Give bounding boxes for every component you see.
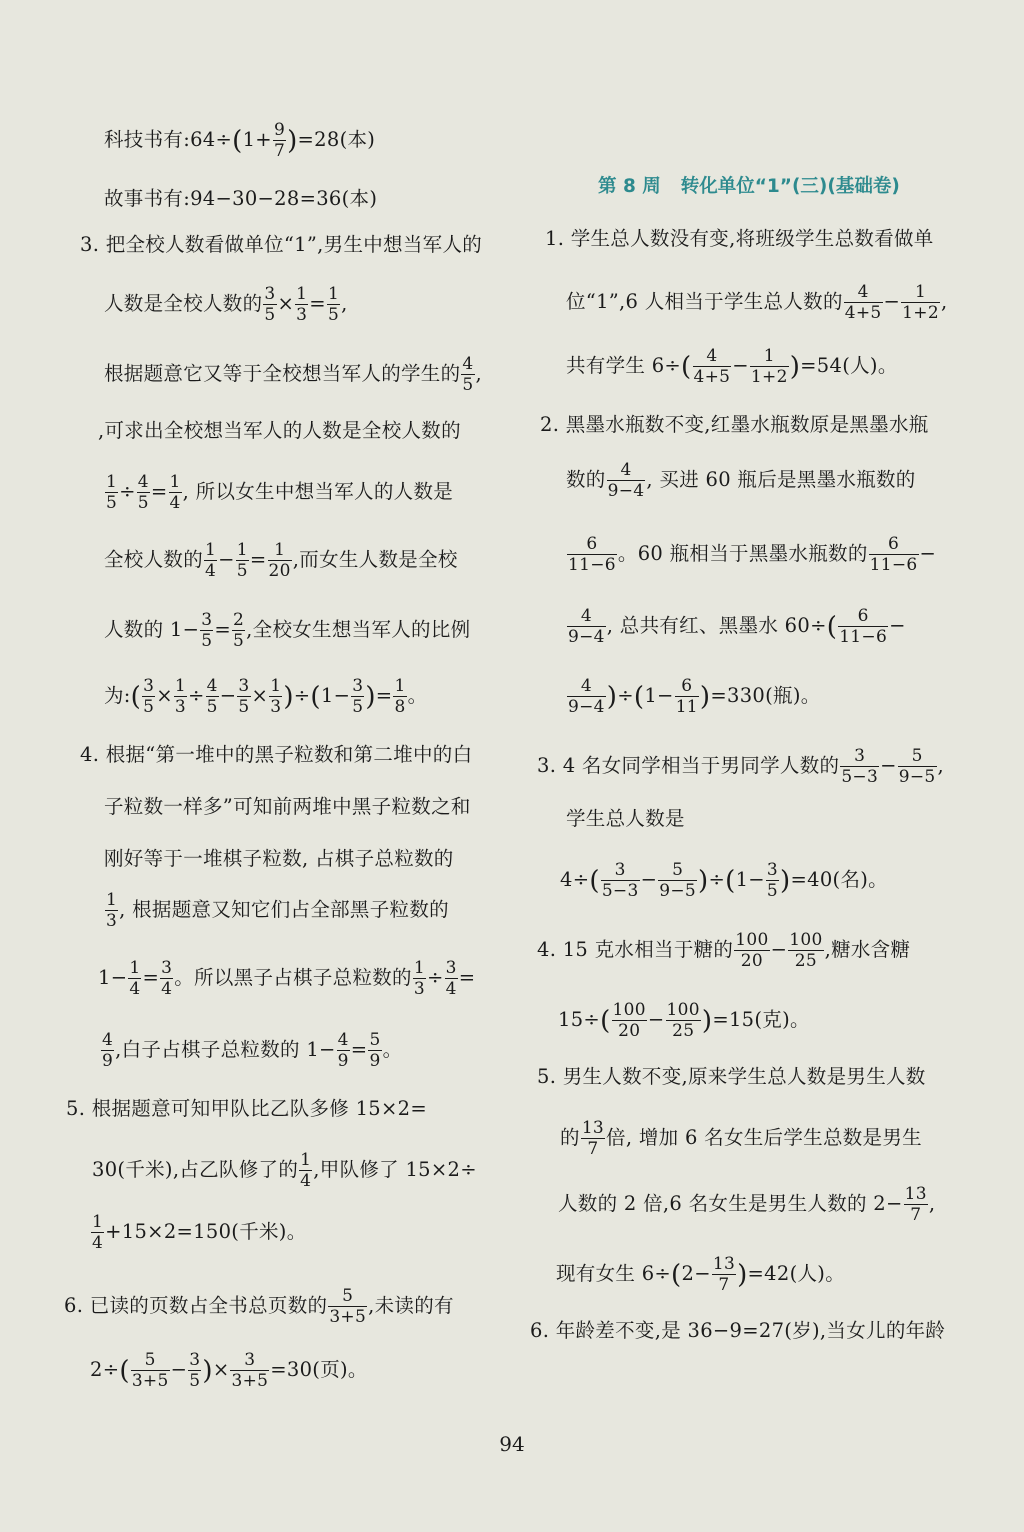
fraction: $\frac{1}{20}$ bbox=[268, 540, 291, 581]
fraction: $\frac{5}{3+5}$ bbox=[131, 1350, 169, 1391]
fraction: $\frac{100}{20}$ bbox=[735, 930, 769, 971]
r-answer-1-line-1: 1. 学生总人数没有变,将班级学生总数看做单 bbox=[545, 227, 934, 250]
fraction: $\frac{1}{4}$ bbox=[205, 540, 217, 581]
r-answer-2-line-4: $\frac{4}{9-4}$ , 总共有红、黑墨水 60÷( $\frac{6}{11-6}$ − bbox=[568, 606, 906, 647]
fraction: $\frac{1}{3}$ bbox=[106, 890, 118, 931]
answer-3-line-4: ,可求出全校想当军人的人数是全校人数的 bbox=[98, 419, 461, 442]
fraction: $\frac{3}{5}$ bbox=[143, 676, 155, 717]
fraction: $\frac{1}{3}$ bbox=[413, 958, 425, 999]
answer-4-line-2: 子粒数一样多”可知前两堆中黑子粒数之和 bbox=[104, 795, 471, 818]
answer-3-line-1: 3. 把全校人数看做单位“1”,男生中想当军人的 bbox=[80, 233, 483, 256]
r-answer-2-line-3: $\frac{6}{11-6}$ 。60 瓶相当于黑墨水瓶数的 $\frac{6}{11-6}$ − bbox=[568, 534, 937, 575]
r-answer-2-line-5: $\frac{4}{9-4}$ )÷(1− $\frac{6}{11}$ )=330(瓶)。 bbox=[568, 676, 821, 717]
fraction: $\frac{3}{5}$ bbox=[352, 676, 364, 717]
fraction: $\frac{5}{3+5}$ bbox=[329, 1286, 367, 1327]
answer-3-line-7: 人数的 1− $\frac{3}{5}$ = $\frac{2}{5}$ ,全校女生想当军人的比例 bbox=[104, 610, 471, 651]
answer-4-line-3: 刚好等于一堆棋子粒数, 占棋子总粒数的 bbox=[104, 847, 454, 870]
fraction: $\frac{4}{9-4}$ bbox=[607, 460, 645, 501]
answer-3-line-2: 人数是全校人数的 $\frac{3}{5}$ × $\frac{1}{3}$ = $\frac{1}{5}$ , bbox=[104, 284, 348, 325]
answer-3-line-8: 为:( $\frac{3}{5}$ × $\frac{1}{3}$ ÷ $\frac{4}{5}$ − $\frac{3}{5}$ × $\frac{1}{3}$ )÷(1− $\frac{3}{5}$ )= $\frac{1}{8}$ 。 bbox=[104, 676, 428, 717]
fraction: $\frac{3}{5-3}$ bbox=[601, 860, 639, 901]
fraction: $\frac{3}{5}$ bbox=[766, 860, 779, 901]
r-answer-4-line-2: 15÷( $\frac{100}{20}$ − $\frac{100}{25}$ )=15(克)。 bbox=[558, 1000, 810, 1041]
fraction: $\frac{5}{9-5}$ bbox=[898, 746, 936, 787]
fraction: $\frac{4}{4+5}$ bbox=[844, 282, 882, 323]
fraction: $\frac{13}{7}$ bbox=[712, 1254, 736, 1295]
fraction: $\frac{1}{4}$ bbox=[169, 472, 181, 513]
fraction: $\frac{1}{3}$ bbox=[174, 676, 187, 717]
fraction: $\frac{4}{5}$ bbox=[137, 472, 149, 513]
fraction: $\frac{6}{11-6}$ bbox=[568, 534, 616, 575]
fraction: $\frac{5}{9}$ bbox=[369, 1030, 381, 1071]
fraction: $\frac{1}{4}$ bbox=[92, 1212, 104, 1253]
r-answer-5-line-3: 人数的 2 倍,6 名女生是男生人数的 2− $\frac{13}{7}$ , bbox=[558, 1184, 936, 1225]
answer-3-line-5: $\frac{1}{5}$ ÷ $\frac{4}{5}$ = $\frac{1}{4}$ , 所以女生中想当军人的人数是 bbox=[106, 472, 454, 513]
fraction: $\frac{4}{5}$ bbox=[462, 354, 474, 395]
answer-3-line-3: 根据题意它又等于全校想当军人的学生的 $\frac{4}{5}$ , bbox=[104, 354, 483, 395]
answer-6-line-2: 2÷( $\frac{5}{3+5}$ − $\frac{3}{5}$ )× $\frac{3}{3+5}$ =30(页)。 bbox=[90, 1350, 368, 1391]
line-science-books: 科技书有:64÷(1+ $\frac{9}{7}$ )=28(本) bbox=[104, 120, 376, 161]
fraction: $\frac{1}{8}$ bbox=[394, 676, 406, 717]
line-story-books: 故事书有:94−30−28=36(本) bbox=[104, 187, 378, 210]
fraction: $\frac{3}{5}$ bbox=[201, 610, 213, 651]
fraction: $\frac{1}{3}$ bbox=[270, 676, 282, 717]
fraction: $\frac{3}{5}$ bbox=[189, 1350, 201, 1391]
fraction: $\frac{3}{4}$ bbox=[161, 958, 173, 999]
r-answer-3-line-2: 学生总人数是 bbox=[566, 807, 685, 830]
fraction: $\frac{4}{9}$ bbox=[337, 1030, 349, 1071]
fraction: $\frac{3}{5}$ bbox=[238, 676, 250, 717]
fraction: $\frac{100}{25}$ bbox=[789, 930, 823, 971]
answer-4-line-5: 1− $\frac{1}{4}$ = $\frac{3}{4}$ 。所以黑子占棋子总粒数的 $\frac{1}{3}$ ÷ $\frac{3}{4}$ = bbox=[98, 958, 476, 999]
fraction: $\frac{4}{9-4}$ bbox=[568, 676, 605, 717]
answer-4-line-6: $\frac{4}{9}$ ,白子占棋子总粒数的 1− $\frac{4}{9}$ = $\frac{5}{9}$ 。 bbox=[102, 1030, 403, 1071]
r-answer-4-line-1: 4. 15 克水相当于糖的 $\frac{100}{20}$ − $\frac{100}{25}$ ,糖水含糖 bbox=[537, 930, 911, 971]
fraction: $\frac{1}{1+2}$ bbox=[750, 346, 788, 387]
fraction: $\frac{9}{7}$ bbox=[273, 120, 286, 161]
r-answer-5-line-4: 现有女生 6÷(2− $\frac{13}{7}$ )=42(人)。 bbox=[556, 1254, 846, 1295]
fraction: $\frac{1}{4}$ bbox=[300, 1150, 312, 1191]
answer-5-line-3: $\frac{1}{4}$ +15×2=150(千米)。 bbox=[92, 1212, 307, 1253]
fraction: $\frac{3}{3+5}$ bbox=[231, 1350, 269, 1391]
fraction: $\frac{3}{4}$ bbox=[445, 958, 457, 999]
section-title: 第 8 周 转化单位“1”(三)(基础卷) bbox=[598, 176, 900, 197]
fraction: $\frac{6}{11-6}$ bbox=[839, 606, 888, 647]
answer-6-line-1: 6. 已读的页数占全书总页数的 $\frac{5}{3+5}$ ,未读的有 bbox=[64, 1286, 454, 1327]
fraction: $\frac{1}{3}$ bbox=[296, 284, 308, 325]
r-answer-1-line-2: 位“1”,6 人相当于学生总人数的 $\frac{4}{4+5}$ − $\frac{1}{1+2}$ , bbox=[566, 282, 948, 323]
answer-4-line-1: 4. 根据“第一堆中的黑子粒数和第二堆中的白 bbox=[80, 743, 473, 766]
answer-5-line-1: 5. 根据题意可知甲队比乙队多修 15×2= bbox=[66, 1097, 427, 1120]
fraction: $\frac{1}{5}$ bbox=[106, 472, 118, 513]
fraction: $\frac{4}{9-4}$ bbox=[568, 606, 605, 647]
fraction: $\frac{6}{11-6}$ bbox=[869, 534, 918, 575]
fraction: $\frac{3}{5-3}$ bbox=[841, 746, 879, 787]
fraction: $\frac{3}{5}$ bbox=[264, 284, 276, 325]
r-answer-1-line-3: 共有学生 6÷( $\frac{4}{4+5}$ − $\frac{1}{1+2}$ )=54(人)。 bbox=[566, 346, 898, 387]
fraction: $\frac{13}{7}$ bbox=[581, 1118, 605, 1159]
fraction: $\frac{4}{4+5}$ bbox=[693, 346, 731, 387]
answer-4-line-4: $\frac{1}{3}$ , 根据题意又知它们占全部黑子粒数的 bbox=[106, 890, 449, 931]
r-answer-6-line-1: 6. 年龄差不变,是 36−9=27(岁),当女儿的年龄 bbox=[530, 1319, 946, 1342]
fraction: $\frac{4}{5}$ bbox=[206, 676, 218, 717]
r-answer-5-line-1: 5. 男生人数不变,原来学生总人数是男生人数 bbox=[537, 1065, 926, 1088]
r-answer-2-line-1: 2. 黑墨水瓶数不变,红墨水瓶数原是黑墨水瓶 bbox=[540, 413, 929, 436]
r-answer-3-line-1: 3. 4 名女同学相当于男同学人数的 $\frac{3}{5-3}$ − $\frac{5}{9-5}$ , bbox=[537, 746, 945, 787]
fraction: $\frac{6}{11}$ bbox=[675, 676, 698, 717]
fraction: $\frac{1}{4}$ bbox=[129, 958, 141, 999]
fraction: $\frac{5}{9-5}$ bbox=[659, 860, 697, 901]
r-answer-3-line-3: 4÷( $\frac{3}{5-3}$ − $\frac{5}{9-5}$ )÷(1− $\frac{3}{5}$ )=40(名)。 bbox=[560, 860, 888, 901]
answer-3-line-6: 全校人数的 $\frac{1}{4}$ − $\frac{1}{5}$ = $\frac{1}{20}$ ,而女生人数是全校 bbox=[104, 540, 458, 581]
fraction: $\frac{4}{9}$ bbox=[102, 1030, 114, 1071]
page-number: 94 bbox=[499, 1432, 525, 1456]
fraction: $\frac{2}{5}$ bbox=[233, 610, 245, 651]
answer-5-line-2: 30(千米),占乙队修了的 $\frac{1}{4}$ ,甲队修了 15×2÷ bbox=[92, 1150, 477, 1191]
fraction: $\frac{1}{5}$ bbox=[236, 540, 248, 581]
fraction: $\frac{1}{5}$ bbox=[327, 284, 340, 325]
fraction: $\frac{100}{25}$ bbox=[666, 1000, 700, 1041]
fraction: $\frac{1}{1+2}$ bbox=[902, 282, 939, 323]
fraction: $\frac{13}{7}$ bbox=[904, 1184, 927, 1225]
r-answer-5-line-2: 的 $\frac{13}{7}$ 倍, 增加 6 名女生后学生总数是男生 bbox=[560, 1118, 922, 1159]
fraction: $\frac{100}{20}$ bbox=[612, 1000, 646, 1041]
r-answer-2-line-2: 数的 $\frac{4}{9-4}$ , 买进 60 瓶后是黑墨水瓶数的 bbox=[566, 460, 916, 501]
